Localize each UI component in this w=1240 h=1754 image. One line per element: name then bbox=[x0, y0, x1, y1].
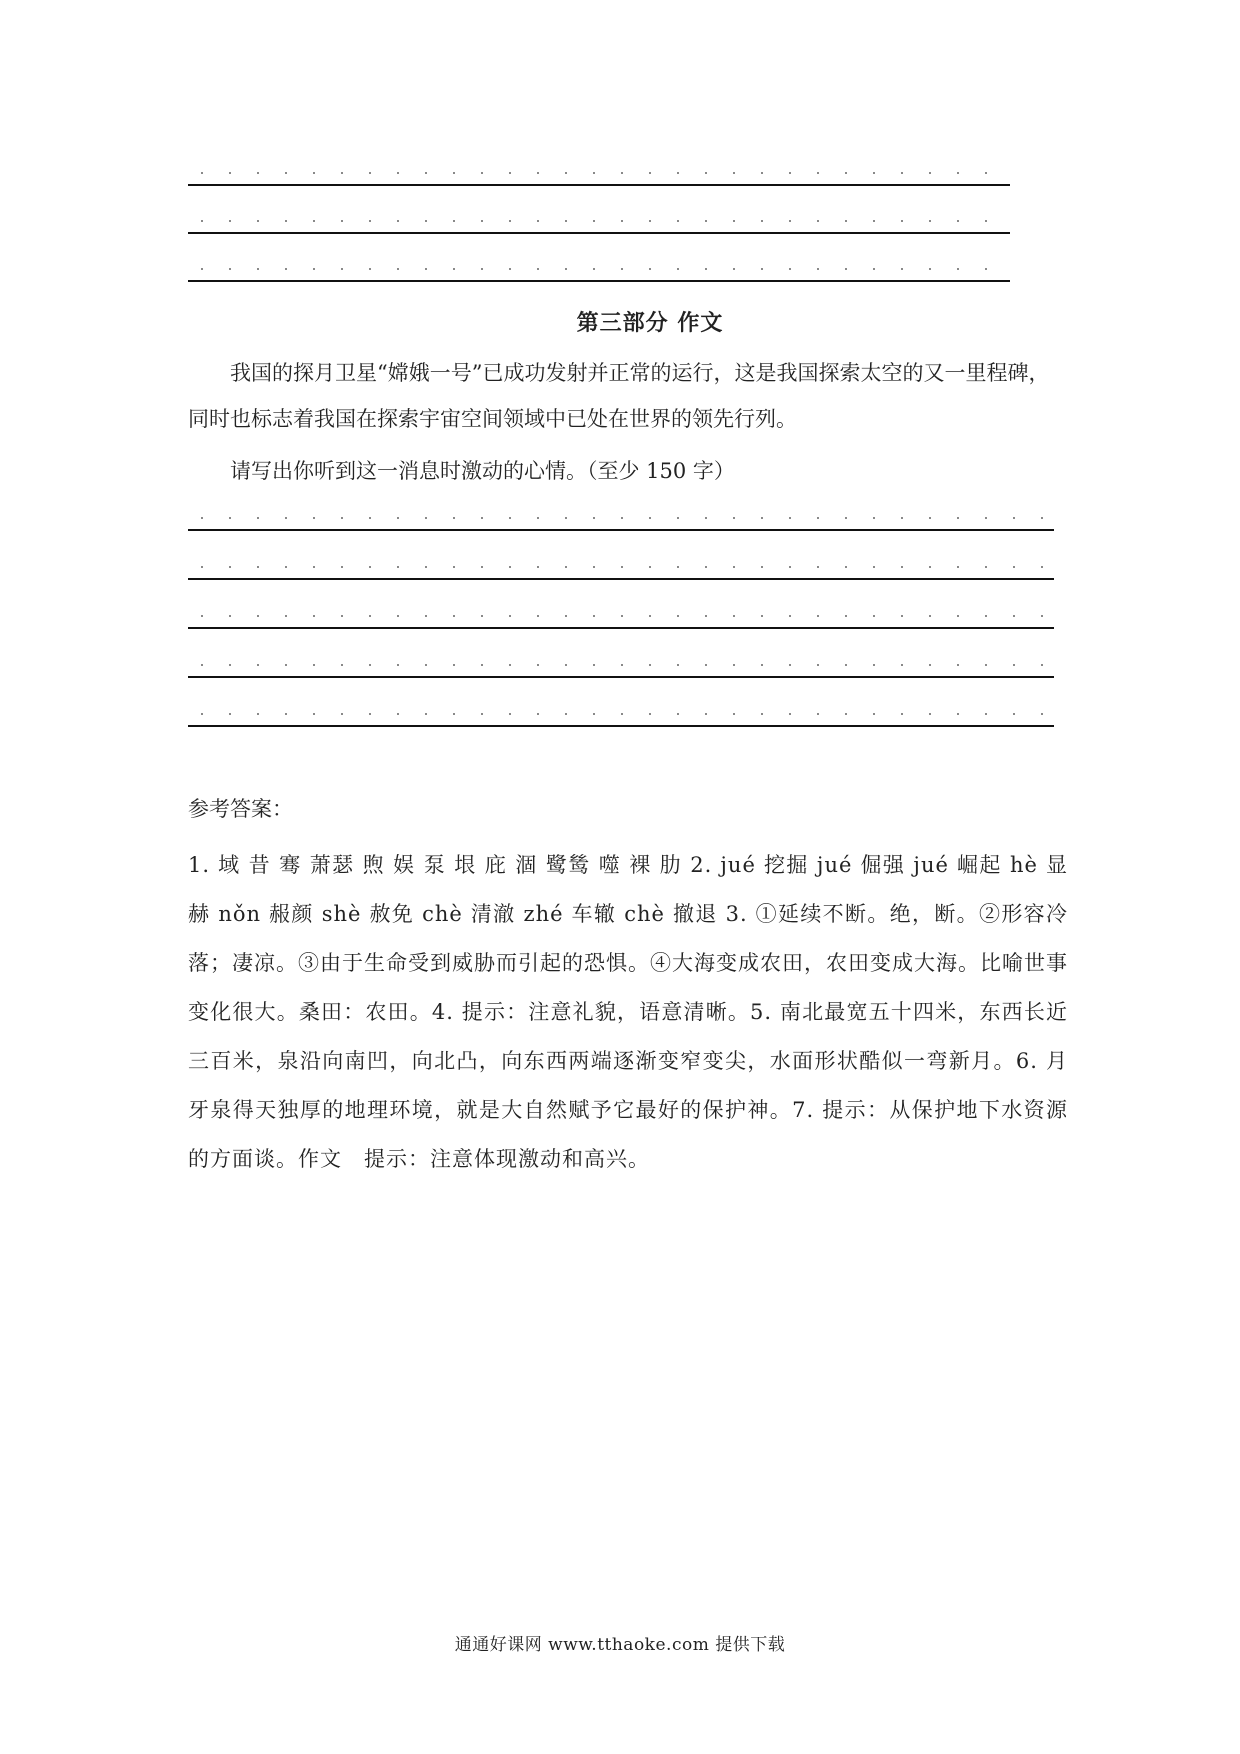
composition-instruction: 请写出你听到这一消息时激动的心情。（至少 150 字） bbox=[230, 459, 735, 483]
page-footer: 通通好课网 www.tthaoke.com 提供下载 bbox=[454, 1635, 786, 1655]
answers-body: 1. 域 昔 骞 萧瑟 煦 娱 泵 垠 庇 涸 鹭鸶 噬 裸 肋 2. jué 挖掘 jué 倔强 jué 崛起 hè 显赫 nǒn 赧颜 shè 赦免 chè 清澈 zhé 车辙 chè 撤退 3. ①延续不断。绝，断。②形容冷落；凄凉。③由于生命受到威胁而引起的恐惧。④大海变成农田，农田变成大海。比喻世事变化很大。桑田：农田。4. 提示：注意礼貌，语意清晰。5. 南北最宽五十四米，东西长近三百米，泉沿向南凹，向北凸，向东西两端逐渐变窄变尖，水面形状酷似一弯新月。6. 月牙泉得天独厚的地理环境，就是大自然赋予它最好的保护神。7. 提示：从保护地下水资源的方面谈。作文 提示：注意体现激动和高兴。 bbox=[188, 853, 1068, 1171]
writing-line bbox=[188, 529, 1054, 531]
writing-line bbox=[188, 676, 1054, 678]
writing-line bbox=[188, 184, 1010, 186]
composition-prompt-paragraph: 我国的探月卫星“嫦娥一号”已成功发射并正常的运行，这是我国探索太空的又一里程碑，同时也标志着我国在探索宇宙空间领域中已处在世界的领先行列。 bbox=[188, 361, 1050, 431]
writing-line bbox=[188, 725, 1054, 727]
answers-heading: 参考答案： bbox=[188, 797, 293, 821]
section-title: 第三部分 作文 bbox=[576, 310, 724, 336]
writing-line bbox=[188, 280, 1010, 282]
writing-line bbox=[188, 627, 1054, 629]
writing-line bbox=[188, 232, 1010, 234]
composition-writing-lines bbox=[188, 529, 1054, 774]
writing-line bbox=[188, 578, 1054, 580]
